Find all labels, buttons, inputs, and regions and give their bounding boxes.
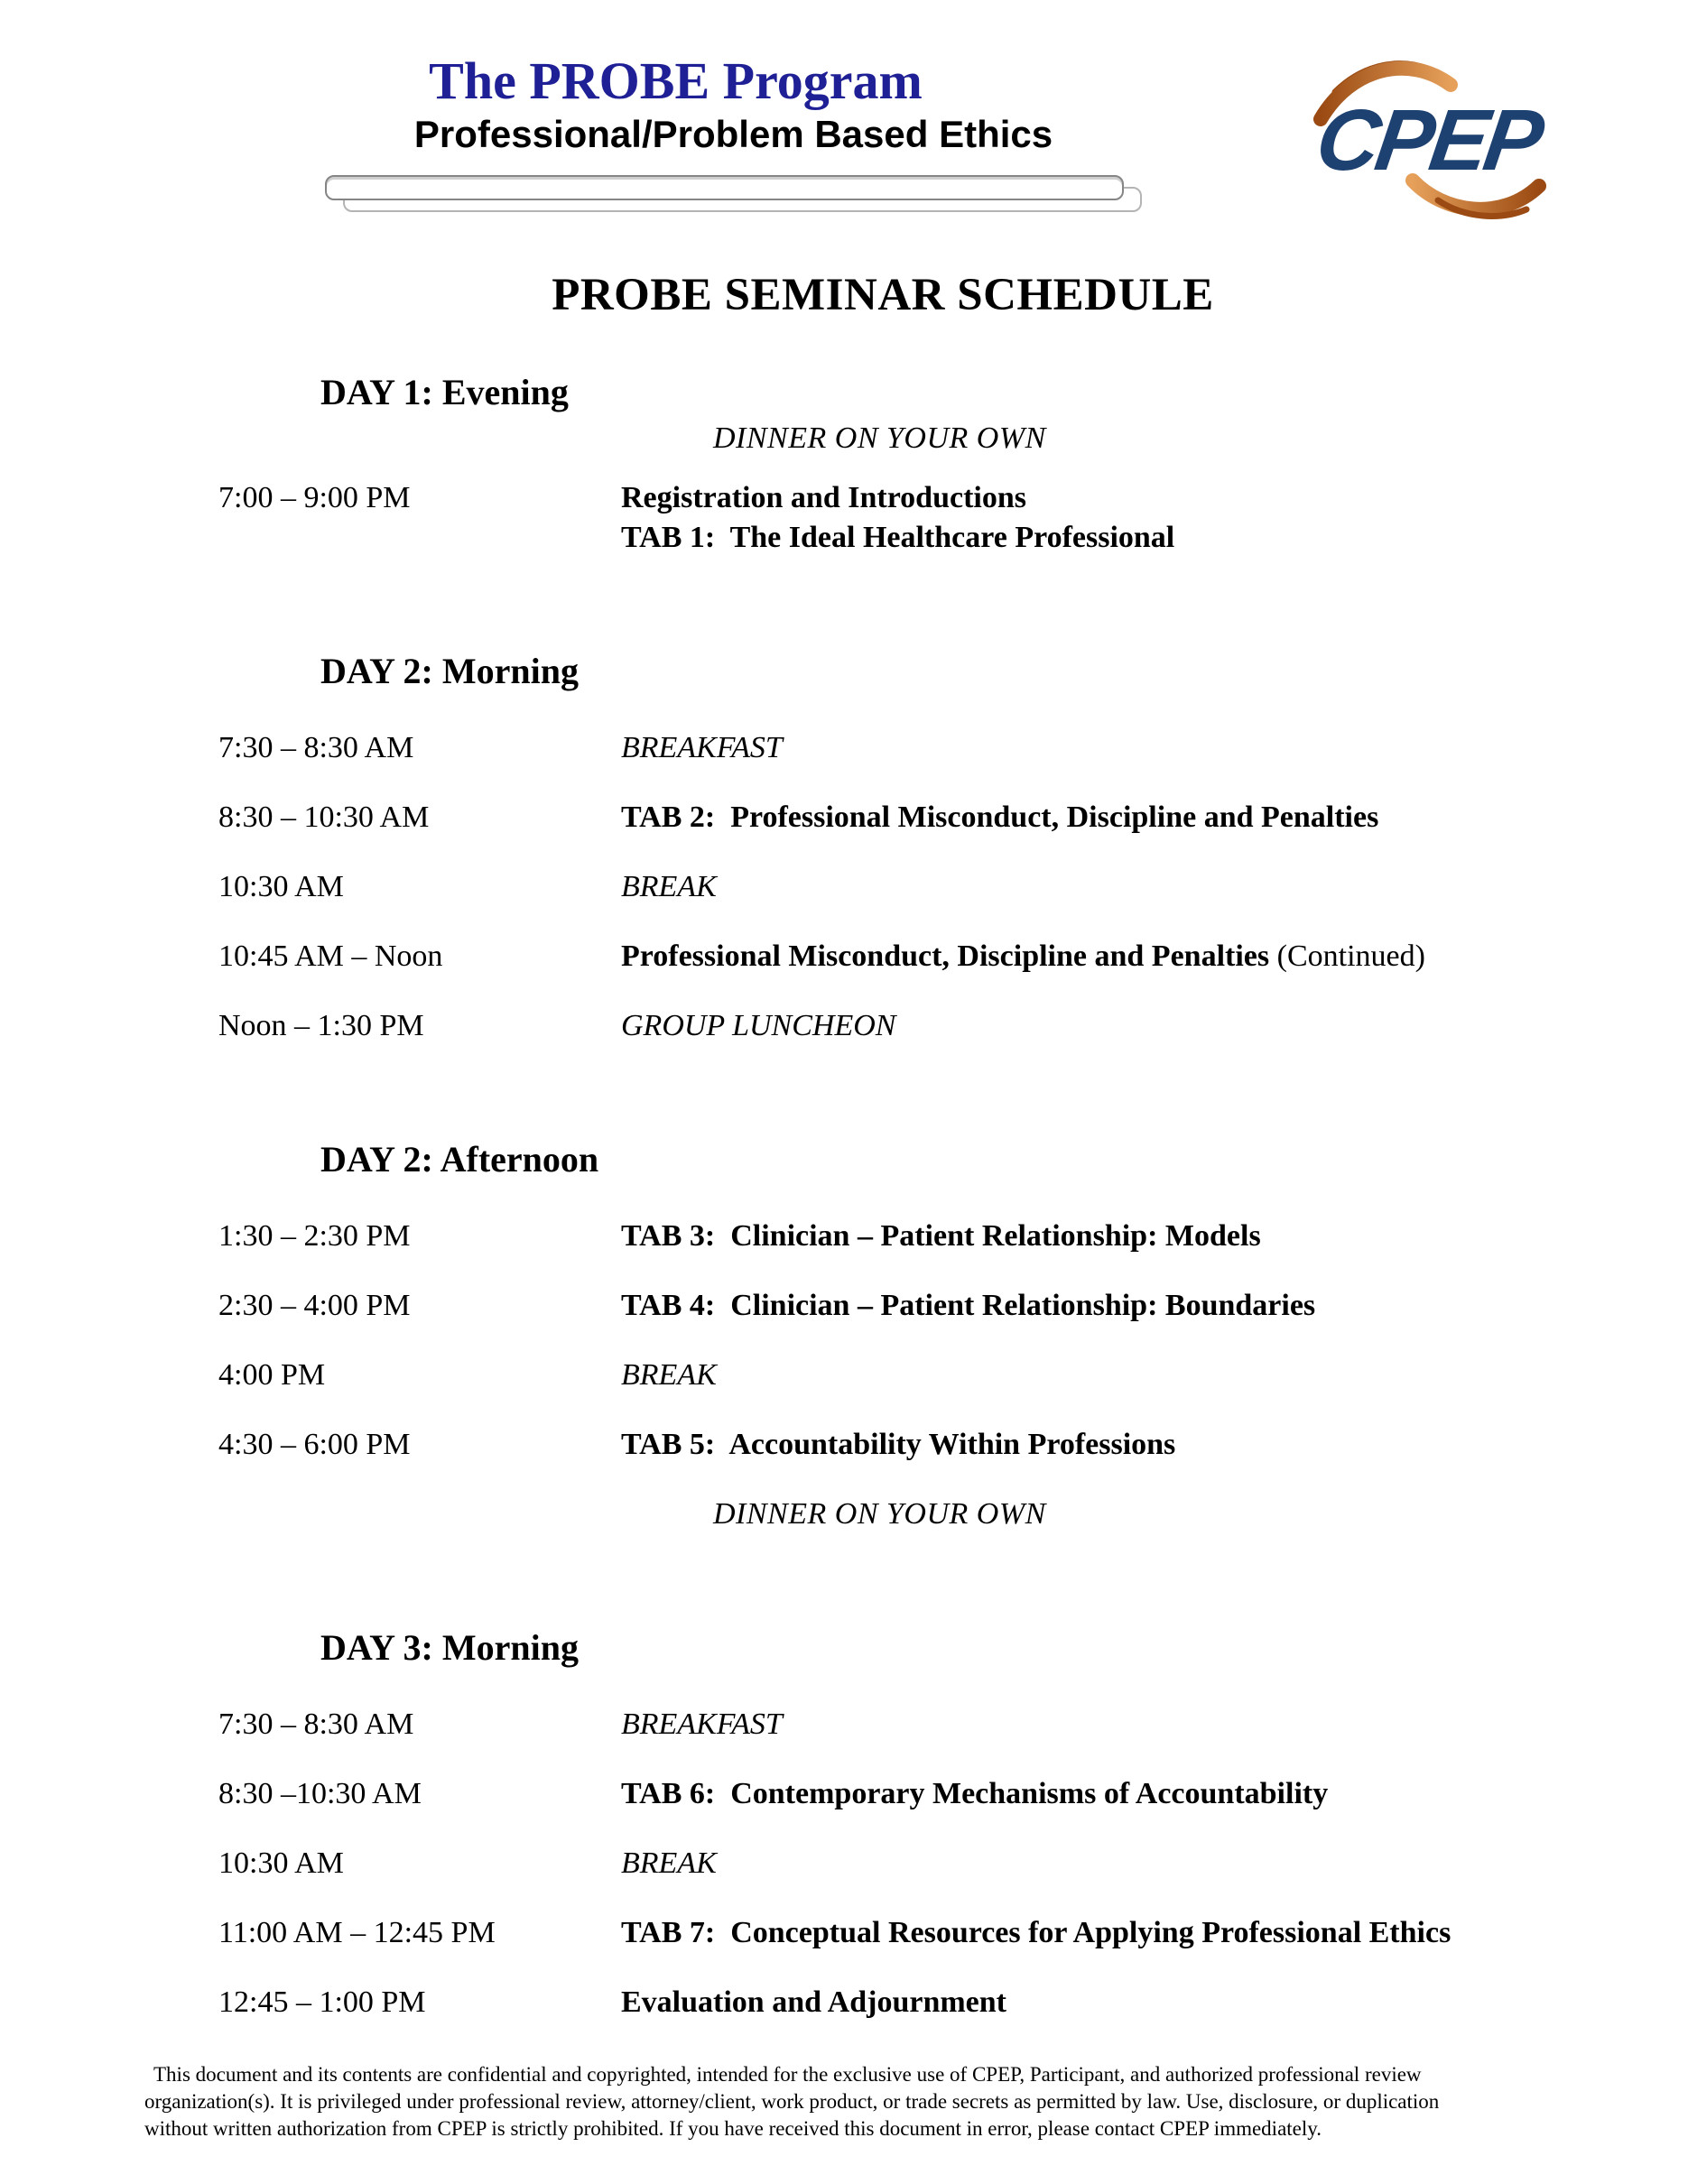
schedule-row [218,867,1688,907]
session-title: TAB 4: Clinician – Patient Relationship: Boundaries [621,1288,1316,1322]
session-cell [621,1286,1688,1326]
session-title: Registration and Introductions [621,480,1026,514]
schedule-row [218,1844,1688,1883]
time-label: 10:30 AM [218,869,344,903]
session-cell [621,478,1688,558]
time-label: 4:30 – 6:00 PM [218,1427,411,1461]
break-label: BREAK [621,1846,717,1880]
confidentiality-line: without written authorization from CPEP is strictly prohibited. If you have received this document in error, please contact CPEP immediately. [144,2116,1322,2140]
session-title: TAB 7: Conceptual Resources for Applying Professional Ethics [621,1915,1451,1949]
schedule-row [218,937,1688,976]
cpep-logo-text: CPEP [1311,92,1546,189]
schedule-row [218,1774,1688,1814]
time-label: 11:00 AM – 12:45 PM [218,1915,496,1949]
session-title: TAB 5: Accountability Within Professions [621,1427,1176,1461]
time-label: 8:30 – 10:30 AM [218,800,430,834]
session-title: TAB 2: Professional Misconduct, Discipline and Penalties [621,800,1379,834]
day-heading: DAY 3: Morning [320,1626,579,1668]
schedule [0,321,1688,2052]
time-label: 8:30 –10:30 AM [218,1776,422,1810]
schedule-row [218,1217,1688,1256]
session-cell [621,798,1688,838]
divider-bar-face [325,175,1124,200]
schedule-section-day1-evening [218,321,1688,588]
time-label: 10:30 AM [218,1846,344,1880]
break-label: BREAK [621,869,717,903]
session-cell [621,1705,1688,1744]
time-label: 12:45 – 1:00 PM [218,1985,426,2019]
dinner-note: DINNER ON YOUR OWN [713,421,1046,455]
schedule-row [218,1356,1688,1395]
session-title: TAB 6: Contemporary Mechanisms of Accountability [621,1776,1329,1810]
confidentiality-line: organization(s). It is privileged under professional review, attorney/client, work product, or trade secrets as permitted by law. Use, disclosure, or duplication [144,2089,1440,2113]
dinner-note: DINNER ON YOUR OWN [713,1496,1046,1531]
cpep-logo [1306,43,1554,224]
session-title: Evaluation and Adjournment [621,1985,1006,2019]
session-cell [621,1217,1688,1256]
divider-bar [325,175,1142,218]
program-title-block [325,52,1142,155]
schedule-row [218,1913,1688,1953]
day-heading: DAY 1: Evening [320,371,569,412]
schedule-row [218,1425,1688,1465]
time-label: 2:30 – 4:00 PM [218,1288,411,1322]
schedule-row [218,728,1688,768]
schedule-row [218,1705,1688,1744]
session-cell [621,1356,1688,1395]
cpep-logo-graphic [1306,43,1554,224]
schedule-row [218,1983,1688,2022]
time-label: 7:30 – 8:30 AM [218,1707,414,1741]
document-header [0,0,1688,218]
session-cell [621,1844,1688,1883]
schedule-section-day2-afternoon [218,1076,1688,1564]
time-label: Noon – 1:30 PM [218,1008,424,1042]
schedule-row [218,798,1688,838]
session-title: TAB 1: The Ideal Healthcare Professional [621,520,1175,554]
meal-label: BREAKFAST [621,1707,783,1741]
meal-label: GROUP LUNCHEON [621,1008,896,1042]
schedule-row [218,1006,1688,1046]
session-cell [621,1006,1688,1046]
session-cell [621,1774,1688,1814]
session-cell [621,728,1688,768]
session-cell [621,867,1688,907]
session-title-suffix: (Continued) [1269,939,1425,973]
session-title: TAB 3: Clinician – Patient Relationship: Models [621,1218,1261,1253]
confidentiality-notice [144,2061,1553,2142]
page-title: PROBE SEMINAR SCHEDULE [552,269,1214,320]
schedule-row [218,478,1688,558]
day-heading: DAY 2: Afternoon [320,1138,599,1180]
day-heading: DAY 2: Morning [320,650,579,691]
session-cell [621,1983,1688,2022]
schedule-row [218,1286,1688,1326]
time-label: 7:30 – 8:30 AM [218,730,414,764]
session-cell [621,1425,1688,1465]
time-label: 7:00 – 9:00 PM [218,480,411,514]
schedule-section-day3-morning [218,1564,1688,2052]
time-label: 1:30 – 2:30 PM [218,1218,411,1253]
schedule-section-day2-morning [218,588,1688,1076]
time-label: 4:00 PM [218,1357,326,1392]
break-label: BREAK [621,1357,717,1392]
time-label: 10:45 AM – Noon [218,939,443,973]
program-subtitle: Professional/Problem Based Ethics [413,112,1053,155]
session-title: Professional Misconduct, Discipline and Penalties [621,939,1270,973]
program-title: The PROBE Program [429,51,923,110]
session-cell [621,937,1688,976]
session-cell [621,1913,1688,1953]
meal-label: BREAKFAST [621,730,783,764]
confidentiality-line: This document and its contents are confidential and copyrighted, intended for the exclusive use of CPEP, Participant, and authorized professional review [153,2062,1422,2086]
